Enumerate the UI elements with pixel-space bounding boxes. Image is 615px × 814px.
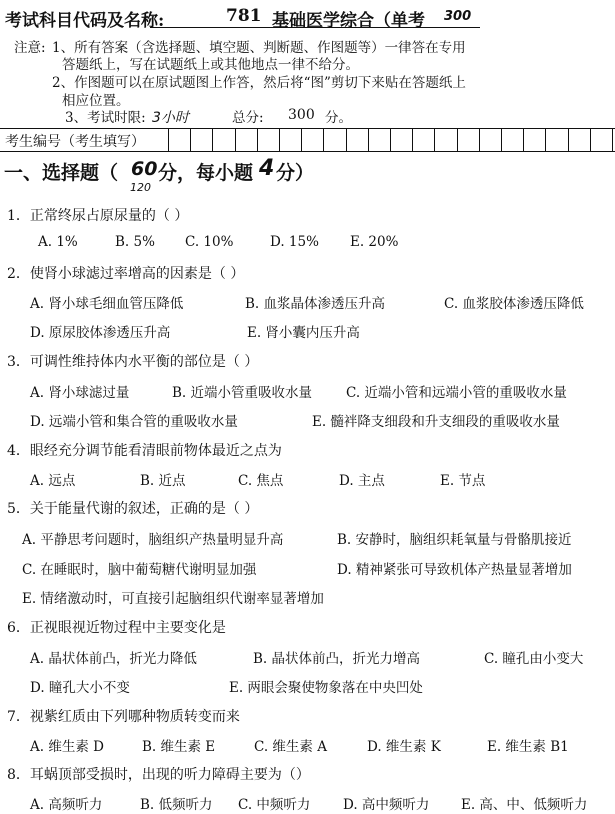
option: C. 中频听力 <box>238 797 311 813</box>
candidate-id-box <box>257 129 258 151</box>
candidate-id-box <box>390 129 391 151</box>
candidate-id-box <box>545 129 546 151</box>
option: C. 维生素 A <box>254 739 327 755</box>
candidate-id-row <box>0 128 615 152</box>
subject-code: 781 <box>226 6 262 26</box>
option: E. 节点 <box>440 473 486 489</box>
question-stem: 6．正视眼视近物过程中主要变化是 <box>7 620 226 636</box>
option: B. 低频听力 <box>140 797 213 813</box>
note-2-line-1: 2、作图题可以在原试题图上作答，然后将“图”剪切下来贴在答题纸上 <box>52 75 466 91</box>
option: A. 1% <box>38 234 78 250</box>
exam-time-value: 3小时 <box>152 110 189 126</box>
option: A. 维生素 D <box>30 739 104 755</box>
option: E. 肾小囊内压升高 <box>247 325 360 341</box>
total-score-label: 总分: <box>232 110 264 126</box>
option: A. 晶状体前凸，折光力降低 <box>30 651 197 667</box>
option: B. 5% <box>115 234 155 250</box>
option: E. 情绪激动时，可直接引起脑组织代谢率显著增加 <box>22 591 324 607</box>
header-underline <box>150 27 480 28</box>
candidate-id-label: 考生编号（考生填写） <box>5 134 145 150</box>
candidate-id-box <box>346 129 347 151</box>
option: D. 远端小管和集合管的重吸收水量 <box>30 414 238 430</box>
question-stem: 2．使肾小球滤过率增高的因素是（ ） <box>7 266 245 282</box>
candidate-id-box <box>212 129 213 151</box>
subject-label: 考试科目代码及名称: <box>5 11 165 31</box>
section-title-prefix: 一、选择题（ <box>4 162 119 184</box>
candidate-id-box <box>501 129 502 151</box>
candidate-id-box <box>479 129 480 151</box>
total-score-value: 300 <box>288 107 315 123</box>
option: B. 晶状体前凸，折光力增高 <box>253 651 421 667</box>
option: A. 肾小球毛细血管压降低 <box>30 296 184 312</box>
option: D. 精神紧张可导致机体产热量显著增加 <box>337 562 572 578</box>
option: C. 血浆胶体渗透压降低 <box>444 296 584 312</box>
candidate-id-box <box>523 129 524 151</box>
note-1-line-1: 1、所有答案（含选择题、填空题、判断题、作图题等）一律答在专用 <box>52 40 466 56</box>
option: D. 15% <box>270 234 319 250</box>
question-stem: 8．耳蜗顶部受损时，出现的听力障碍主要为（） <box>7 767 310 783</box>
option: D. 原尿胶体渗透压升高 <box>30 325 171 341</box>
option: A. 肾小球滤过量 <box>30 385 130 401</box>
candidate-id-box <box>301 129 302 151</box>
subject-name: 基础医学综合（单考 <box>272 11 425 31</box>
candidate-id-box <box>279 129 280 151</box>
candidate-id-box <box>323 129 324 151</box>
score-unit: 分。 <box>325 110 352 126</box>
option: C. 瞳孔由小变大 <box>484 651 584 667</box>
option: C. 近端小管和远端小管的重吸收水量 <box>346 385 567 401</box>
section-per-question: 4 <box>259 156 275 181</box>
option: B. 血浆晶体渗透压升高 <box>245 296 386 312</box>
note-2-line-2: 相应位置。 <box>62 93 130 109</box>
section-title-suffix: 分） <box>276 162 315 184</box>
section-title-middle: 分，每小题 <box>158 162 254 184</box>
option: E. 20% <box>350 234 399 250</box>
section-points: 60 <box>131 158 158 180</box>
candidate-id-box <box>168 129 169 151</box>
candidate-id-box <box>457 129 458 151</box>
option: D. 维生素 K <box>367 739 441 755</box>
option: C. 在睡眠时，脑中葡萄糖代谢明显加强 <box>22 562 257 578</box>
question-stem: 7．视紫红质由下列哪种物质转变而来 <box>7 709 240 725</box>
option: D. 瞳孔大小不变 <box>30 680 130 696</box>
candidate-id-box <box>612 129 613 151</box>
option: A. 高频听力 <box>30 797 103 813</box>
candidate-id-box <box>190 129 191 151</box>
option: B. 维生素 E <box>142 739 216 755</box>
handwritten-total: 300 <box>444 9 472 24</box>
option: D. 高中频听力 <box>343 797 430 813</box>
option: C. 焦点 <box>238 473 284 489</box>
question-stem: 3．可调性维持体内水平衡的部位是（ ） <box>7 354 259 370</box>
note-3-label: 3、考试时限: <box>65 110 146 126</box>
question-stem: 4．眼经充分调节能看清眼前物体最近之点为 <box>7 443 282 459</box>
option: B. 近点 <box>140 473 186 489</box>
option: E. 维生素 B1 <box>487 739 569 755</box>
candidate-id-box <box>590 129 591 151</box>
question-stem: 5．关于能量代谢的叙述，正确的是（ ） <box>7 501 259 517</box>
option: B. 近端小管重吸收水量 <box>172 385 313 401</box>
option: A. 平静思考问题时，脑组织产热量明显升高 <box>22 532 284 548</box>
option: E. 髓袢降支细段和升支细段的重吸收水量 <box>312 414 560 430</box>
note-1-line-2: 答题纸上，写在试题纸上或其他地点一律不给分。 <box>62 57 359 73</box>
candidate-id-box <box>412 129 413 151</box>
option: D. 主点 <box>339 473 385 489</box>
option: C. 10% <box>185 234 234 250</box>
option: E. 两眼会聚使物象落在中央凹处 <box>229 680 423 696</box>
question-stem: 1．正常终尿占原尿量的（ ） <box>7 208 189 224</box>
option: B. 安静时，脑组织耗氧量与骨骼肌接近 <box>337 532 572 548</box>
option: A. 远点 <box>30 473 76 489</box>
handwritten-correction: 120 <box>130 181 151 194</box>
candidate-id-box <box>368 129 369 151</box>
candidate-id-box <box>235 129 236 151</box>
option: E. 高、中、低频听力 <box>461 797 588 813</box>
notes-prefix: 注意: <box>14 40 46 56</box>
candidate-id-box <box>568 129 569 151</box>
candidate-id-box <box>434 129 435 151</box>
